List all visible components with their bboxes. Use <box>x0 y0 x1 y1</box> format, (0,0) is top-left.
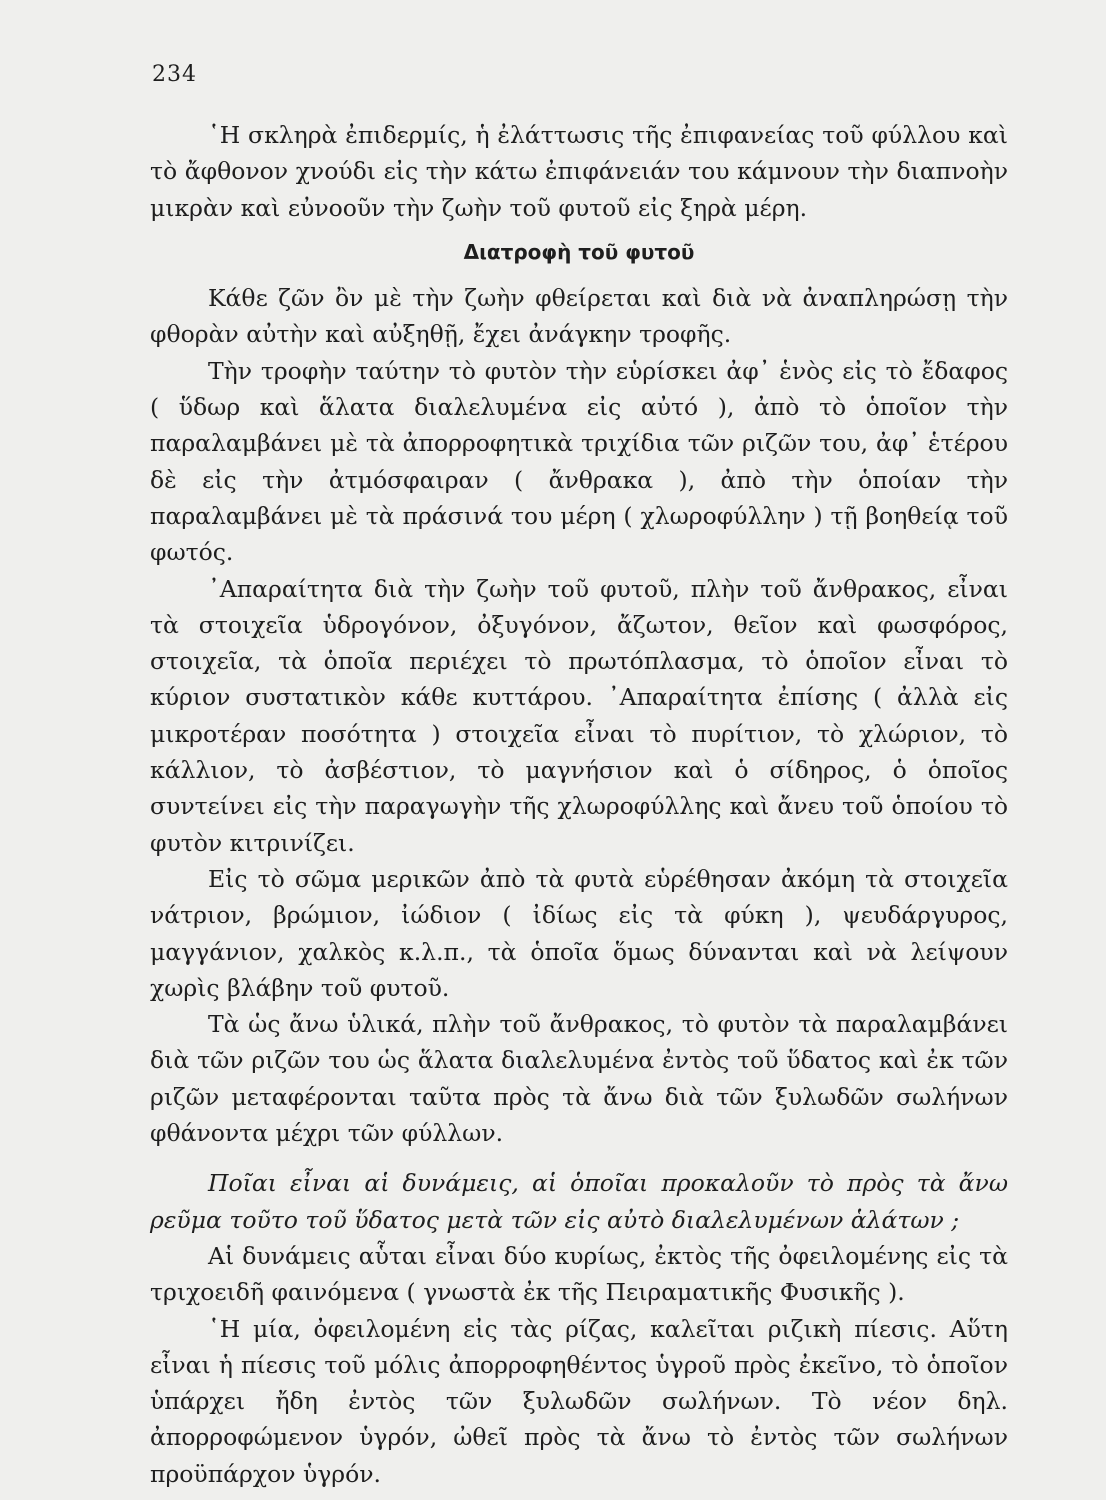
paragraph-root-pressure: ῾Η μία, ὀφειλομένη εἰς τὰς ρίζας, καλεῖται ριζικὴ πίεσις. Αὕτη εἶναι ἡ πίεσις τοῦ μόλις ἀπορροφηθέντος ὑγροῦ πρὸς ἐκεῖνο, τὸ ὁποῖον ὑπάρχει ἤδη ἐντὸς τῶν ξυλωδῶν σωλήνων. Τὸ νέον δηλ. ἀπορροφώμενον ὑγρόν, ὠθεῖ πρὸς τὰ ἄνω τὸ ἐντὸς τῶν σωλήνων προϋπάρχον ὑγρόν. <box>150 1314 1008 1488</box>
paragraph-need-for-food: Κάθε ζῶν ὂν μὲ τὴν ζωὴν φθείρεται καὶ διὰ νὰ ἀναπληρώσῃ τὴν φθορὰν αὐτὴν καὶ αὐξηθῇ, ἔχει ἀνάγκην τροφῆς. <box>150 284 1008 349</box>
paragraph-essential-elements: ᾿Απαραίτητα διὰ τὴν ζωὴν τοῦ φυτοῦ, πλὴν τοῦ ἄνθρακος, εἶναι τὰ στοιχεῖα ὑδρογόνον, ὀξυγόνον, ἄζωτον, θεῖον καὶ φωσφόρος, στοιχεῖα, τὰ ὁποῖα περιέχει τὸ πρωτόπλασμα, τὸ ὁποῖον εἶναι τὸ κύριον συστατικὸν κάθε κυττάρου. ᾿Απαραίτητα ἐπίσης ( ἀλλὰ εἰς μικροτέραν ποσότητα ) στοιχεῖα εἶναι τὸ πυρίτιον, τὸ χλώριον, τὸ κάλλιον, τὸ ἀσβέστιον, τὸ μαγνήσιον καὶ ὁ σίδηρος, ὁ ὁποῖος συντείνει εἰς τὴν παραγωγὴν τῆς χλωροφύλλης καὶ ἄνευ τοῦ ὁποίου τὸ φυτὸν κιτρινίζει. <box>150 574 1008 857</box>
paragraph-trace-elements: Εἰς τὸ σῶμα μερικῶν ἀπὸ τὰ φυτὰ εὑρέθησαν ἀκόμη τὰ στοιχεῖα νάτριον, βρώμιον, ἰώδιον ( ἰδίως εἰς τὰ φύκη ), ψευδάργυρος, μαγγάνιον, χαλκὸς κ.λ.π., τὰ ὁποῖα ὅμως δύνανται καὶ νὰ λείψουν χωρὶς βλάβην τοῦ φυτοῦ. <box>150 864 1008 1002</box>
section-heading: Διατροφὴ τοῦ φυτοῦ <box>463 239 695 264</box>
page-number: 234 <box>152 62 197 87</box>
question-paragraph: Ποῖαι εἶναι αἱ δυνάμεις, αἱ ὁποῖαι προκαλοῦν τὸ πρὸς τὰ ἄνω ρεῦμα τοῦτο τοῦ ὕδατος μετὰ τῶν εἰς αὐτὸ διαλελυμένων ἁλάτων ; <box>150 1169 1008 1234</box>
paragraph-food-sources: Τὴν τροφὴν ταύτην τὸ φυτὸν τὴν εὑρίσκει ἀφ᾿ ἑνὸς εἰς τὸ ἔδαφος ( ὕδωρ καὶ ἅλατα διαλελυμένα εἰς αὐτό ), ἀπὸ τὸ ὁποῖον τὴν παραλαμβάνει μὲ τὰ ἀπορροφητικὰ τριχίδια τῶν ριζῶν του, ἀφ᾿ ἑτέρου δὲ εἰς τὴν ἀτμόσφαιραν ( ἄνθρακα ), ἀπὸ τὴν ὁποίαν τὴν παραλαμβάνει μὲ τὰ πράσινά του μέρη ( χλωροφύλλην ) τῇ βοηθείᾳ τοῦ φωτός. <box>150 356 1008 567</box>
paragraph-transport: Τὰ ὡς ἄνω ὑλικά, πλὴν τοῦ ἄνθρακος, τὸ φυτὸν τὰ παραλαμβάνει διὰ τῶν ριζῶν του ὡς ἅλατα διαλελυμένα ἐντὸς τοῦ ὕδατος καὶ ἐκ τῶν ριζῶν μεταφέρονται ταῦτα πρὸς τὰ ἄνω διὰ τῶν ξυλωδῶν σωλήνων φθάνοντα μέχρι τῶν φύλλων. <box>150 1010 1008 1148</box>
paragraph-forces: Αἱ δυνάμεις αὗται εἶναι δύο κυρίως, ἐκτὸς τῆς ὀφειλομένης εἰς τὰ τριχοειδῆ φαινόμενα ( γνωστὰ ἐκ τῆς Πειραματικῆς Φυσικῆς ). <box>150 1241 1008 1307</box>
paragraph-leaf-structure: ῾Η σκληρὰ ἐπιδερμίς, ἡ ἐλάττωσις τῆς ἐπιφανείας τοῦ φύλλου καὶ τὸ ἄφθονον χνούδι εἰς τὴν κάτω ἐπιφάνειάν του κάμνουν τὴν διαπνοὴν μικρὰν καὶ εὐνοοῦν τὴν ζωὴν τοῦ φυτοῦ εἰς ξηρὰ μέρη. <box>150 121 1008 222</box>
page-body <box>150 117 1008 1492</box>
